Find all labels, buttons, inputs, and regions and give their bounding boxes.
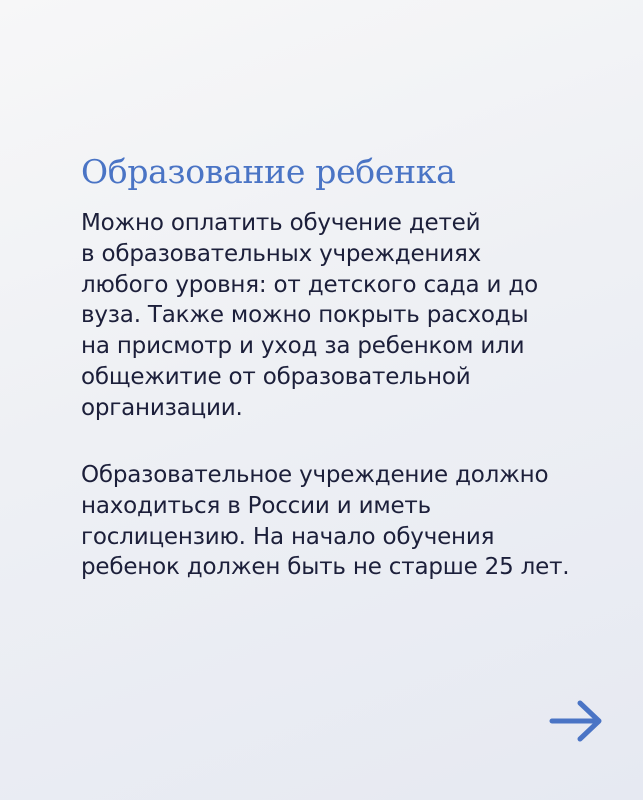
next-slide-button[interactable] (548, 698, 604, 744)
paragraph-line: ребенок должен быть не старше 25 лет. (81, 554, 570, 581)
paragraph-line: Образовательное учреждение должно (81, 462, 549, 488)
paragraph-line: в образовательных учреждениях (81, 240, 482, 267)
paragraph-line: общежитие от образовательной (81, 363, 471, 390)
paragraph-payment-options (81, 208, 621, 424)
paragraph-line: вуза. Также можно покрыть расходы (81, 302, 529, 329)
paragraph-line: гослицензию. На начало обучения (81, 523, 495, 550)
slide-title: Образование ребенка (81, 152, 456, 191)
paragraph-line: Можно оплатить обучение детей (81, 210, 481, 236)
paragraph-requirements (81, 460, 621, 583)
arrow-right-icon (548, 698, 604, 744)
paragraph-line: любого уровня: от детского сада и до (81, 271, 538, 298)
paragraph-line: находиться в России и иметь (81, 492, 431, 519)
paragraph-line: организации. (81, 394, 243, 421)
paragraph-line: на присмотр и уход за ребенком или (81, 333, 525, 360)
